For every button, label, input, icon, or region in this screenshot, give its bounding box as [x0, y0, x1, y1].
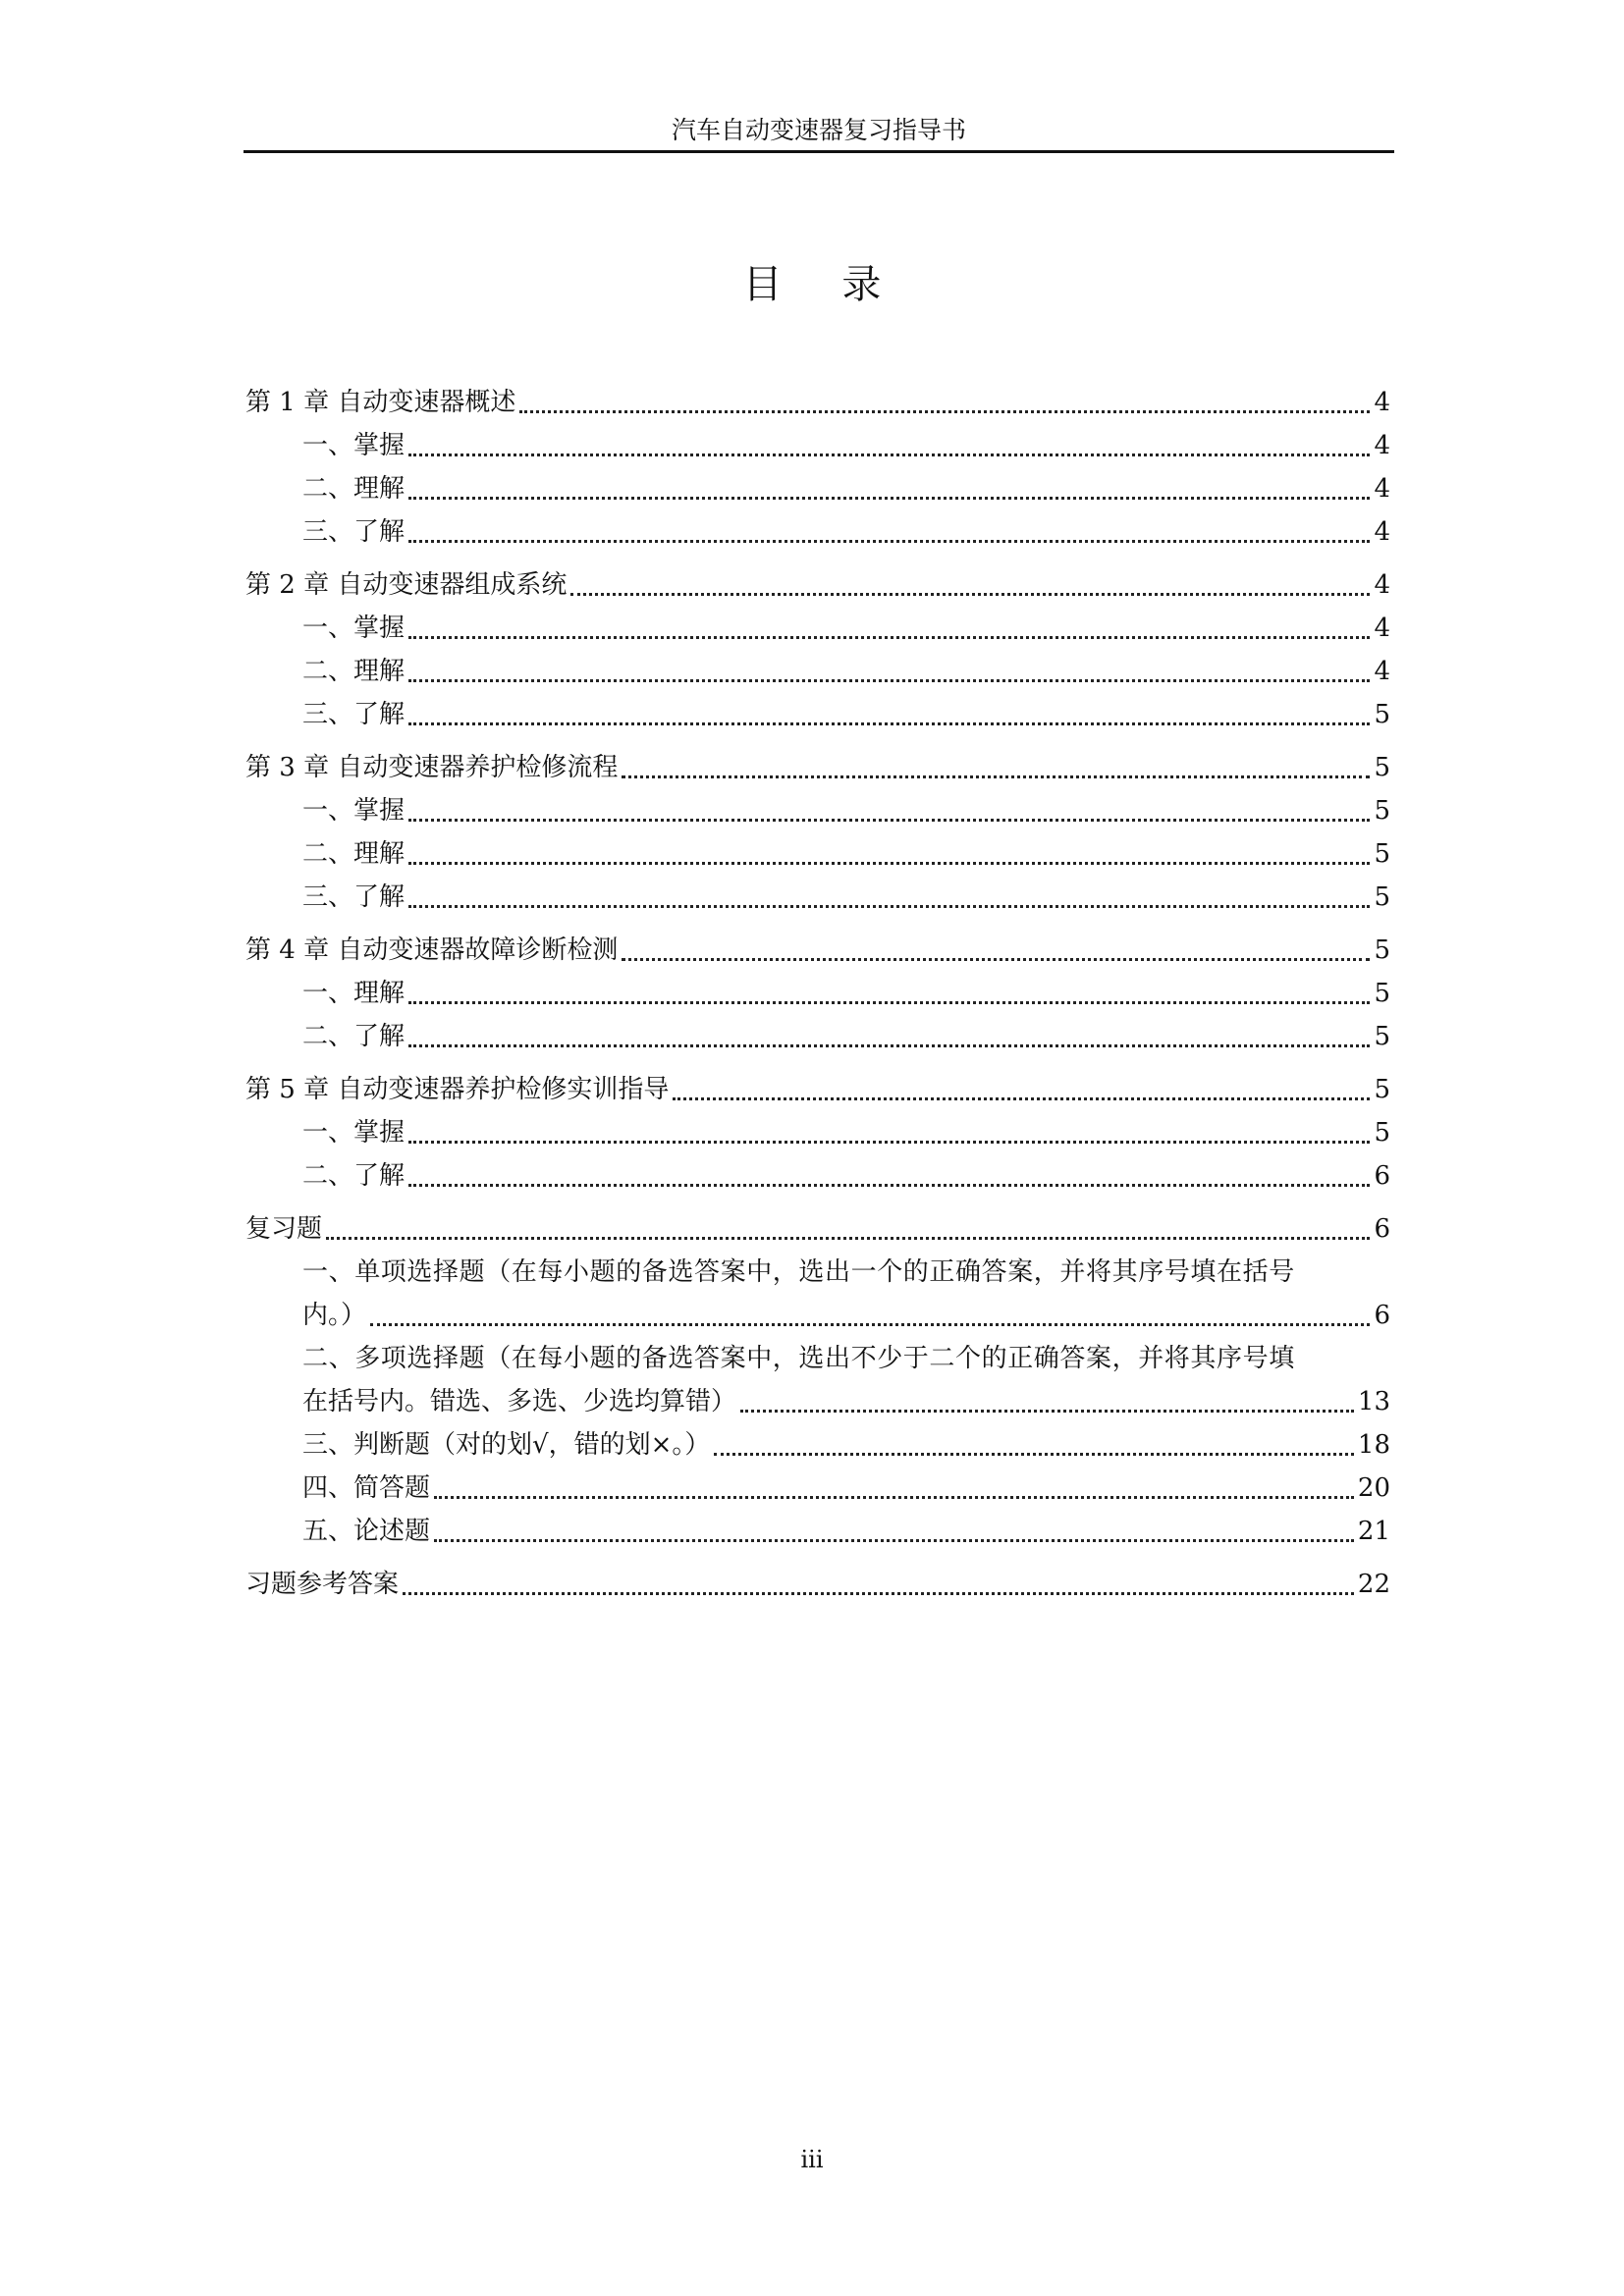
- toc-entry-label-line1: 二、多项选择题（在每小题的备选答案中，选出不少于二个的正确答案，并将其序号填: [302, 1344, 1295, 1373]
- toc-entry-page: 20: [1357, 1473, 1390, 1503]
- toc-entry-label: 一、掌握: [302, 614, 406, 643]
- toc-entry-label: 习题参考答案: [245, 1570, 400, 1599]
- header-rule: [244, 150, 1394, 153]
- toc-entry-label: 四、简答题: [302, 1473, 431, 1503]
- toc-entry-true-false[interactable]: [245, 1423, 1390, 1467]
- toc-entry-page: 6: [1374, 1161, 1390, 1191]
- toc-entry-page: 5: [1374, 979, 1390, 1008]
- toc-entry-page: 4: [1374, 570, 1390, 600]
- toc-entry-page: 6: [1374, 1214, 1390, 1244]
- dot-leader: [408, 454, 1370, 456]
- toc-entry-section[interactable]: [245, 510, 1390, 554]
- toc-entry-page: 5: [1374, 753, 1390, 782]
- toc-entry-section[interactable]: [245, 789, 1390, 832]
- toc-entry-section[interactable]: [245, 832, 1390, 876]
- toc-entry-label: 五、论述题: [302, 1517, 431, 1546]
- toc-entry-label: 三、了解: [302, 517, 406, 547]
- dot-leader: [714, 1453, 1354, 1456]
- toc-entry-chapter-1[interactable]: [245, 381, 1390, 424]
- toc-entry-page: 4: [1374, 388, 1390, 417]
- toc-entry-page: 22: [1357, 1570, 1390, 1599]
- dot-leader: [519, 410, 1370, 413]
- toc-entry-chapter-5[interactable]: [245, 1068, 1390, 1111]
- toc-entry-page: 21: [1357, 1517, 1390, 1546]
- toc-entry-section[interactable]: [245, 1154, 1390, 1198]
- toc-entry-label: 复习题: [245, 1214, 323, 1244]
- toc-entry-label: 二、理解: [302, 839, 406, 869]
- dot-leader: [408, 1001, 1370, 1004]
- toc-entry-page: 13: [1357, 1387, 1390, 1416]
- toc-entry-short-answer[interactable]: [245, 1467, 1390, 1510]
- toc-entry-page: 18: [1357, 1430, 1390, 1460]
- toc-entry-section[interactable]: [245, 1111, 1390, 1154]
- dot-leader: [408, 722, 1370, 725]
- toc-entry-essay[interactable]: [245, 1510, 1390, 1553]
- toc-entry-page: 5: [1374, 796, 1390, 826]
- toc-entry-answers[interactable]: [245, 1563, 1390, 1606]
- toc-entry-label: 第 3 章 自动变速器养护检修流程: [245, 753, 619, 782]
- toc-entry-multiple-choice[interactable]: [245, 1337, 1390, 1423]
- toc-entry-page: 5: [1374, 839, 1390, 869]
- toc-entry-page: 5: [1374, 1118, 1390, 1148]
- toc-entry-chapter-2[interactable]: [245, 563, 1390, 607]
- dot-leader: [370, 1323, 1370, 1326]
- toc-entry-chapter-4[interactable]: [245, 929, 1390, 972]
- toc-entry-page: 5: [1374, 700, 1390, 729]
- dot-leader: [570, 593, 1370, 596]
- toc-entry-page: 4: [1374, 474, 1390, 504]
- toc-entry-label: 第 4 章 自动变速器故障诊断检测: [245, 935, 619, 965]
- toc-entry-label-line2: 内。）: [302, 1301, 367, 1330]
- toc-entry-label: 二、了解: [302, 1161, 406, 1191]
- toc-entry-label: 三、判断题（对的划√，错的划×。）: [302, 1430, 711, 1460]
- dot-leader: [403, 1592, 1354, 1595]
- table-of-contents: [245, 381, 1390, 1606]
- toc-entry-review-questions[interactable]: [245, 1207, 1390, 1251]
- toc-entry-label: 二、了解: [302, 1022, 406, 1051]
- toc-entry-section[interactable]: [245, 693, 1390, 736]
- toc-entry-page: 4: [1374, 517, 1390, 547]
- dot-leader: [408, 540, 1370, 543]
- toc-entry-section[interactable]: [245, 876, 1390, 919]
- toc-entry-page: 5: [1374, 935, 1390, 965]
- dot-leader: [740, 1410, 1354, 1413]
- toc-entry-label: 一、掌握: [302, 1118, 406, 1148]
- toc-entry-section[interactable]: [245, 467, 1390, 510]
- dot-leader: [622, 775, 1370, 778]
- toc-entry-label-line1: 一、单项选择题（在每小题的备选答案中，选出一个的正确答案，并将其序号填在括号: [302, 1257, 1295, 1287]
- toc-entry-section[interactable]: [245, 607, 1390, 650]
- toc-entry-label: 第 2 章 自动变速器组成系统: [245, 570, 568, 600]
- toc-entry-page: 5: [1374, 1022, 1390, 1051]
- dot-leader: [434, 1496, 1354, 1499]
- toc-entry-label: 一、理解: [302, 979, 406, 1008]
- toc-entry-label: 第 5 章 自动变速器养护检修实训指导: [245, 1075, 670, 1104]
- toc-entry-label: 一、掌握: [302, 431, 406, 460]
- page-title: 目 录: [742, 262, 905, 307]
- toc-entry-single-choice[interactable]: [245, 1251, 1390, 1337]
- toc-entry-section[interactable]: [245, 1015, 1390, 1058]
- toc-entry-page: 5: [1374, 1075, 1390, 1104]
- dot-leader: [408, 636, 1370, 639]
- dot-leader: [326, 1237, 1370, 1240]
- toc-entry-chapter-3[interactable]: [245, 746, 1390, 789]
- running-header: 汽车自动变速器复习指导书: [671, 116, 966, 144]
- dot-leader: [408, 679, 1370, 682]
- toc-entry-page: 4: [1374, 657, 1390, 686]
- toc-entry-page: 4: [1374, 614, 1390, 643]
- dot-leader: [408, 905, 1370, 908]
- toc-entry-section[interactable]: [245, 424, 1390, 467]
- toc-entry-label: 二、理解: [302, 474, 406, 504]
- toc-entry-label: 二、理解: [302, 657, 406, 686]
- toc-entry-section[interactable]: [245, 972, 1390, 1015]
- toc-entry-label-line2: 在括号内。错选、多选、少选均算错）: [302, 1387, 737, 1416]
- toc-entry-page: 6: [1374, 1301, 1390, 1330]
- toc-entry-label: 三、了解: [302, 700, 406, 729]
- dot-leader: [622, 958, 1370, 961]
- dot-leader: [408, 862, 1370, 865]
- toc-entry-page: 5: [1374, 882, 1390, 912]
- toc-entry-section[interactable]: [245, 650, 1390, 693]
- dot-leader: [408, 819, 1370, 822]
- page-number: iii: [800, 2146, 824, 2173]
- dot-leader: [408, 1141, 1370, 1144]
- dot-leader: [408, 1184, 1370, 1187]
- toc-entry-label: 第 1 章 自动变速器概述: [245, 388, 516, 417]
- dot-leader: [408, 497, 1370, 500]
- dot-leader: [434, 1539, 1354, 1542]
- dot-leader: [673, 1097, 1370, 1100]
- toc-entry-label: 一、掌握: [302, 796, 406, 826]
- dot-leader: [408, 1044, 1370, 1047]
- toc-entry-label: 三、了解: [302, 882, 406, 912]
- toc-entry-page: 4: [1374, 431, 1390, 460]
